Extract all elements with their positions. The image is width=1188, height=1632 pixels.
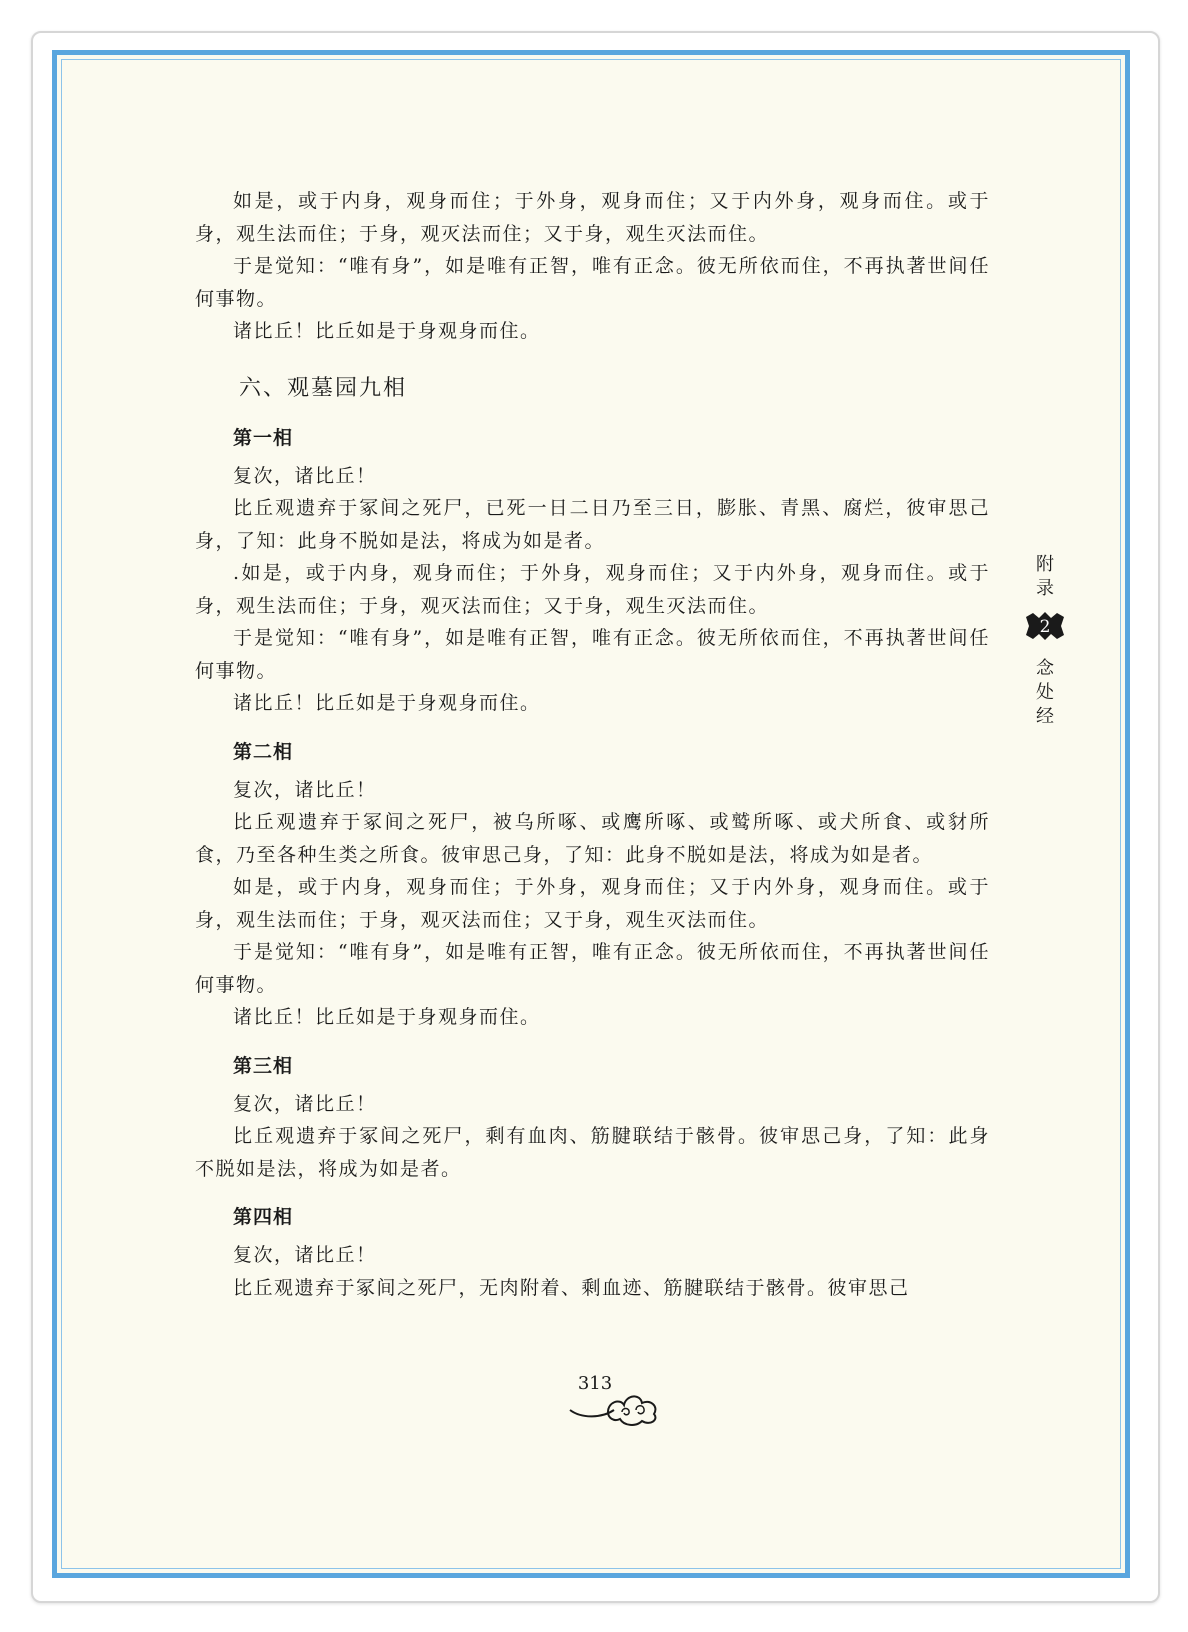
paragraph: 比丘观遗弃于冢间之死尸，已死一日二日乃至三日，膨胀、青黑、腐烂，彼审思己身，了知：此身不脱如是法，将成为如是者。 bbox=[195, 497, 990, 552]
side-tab-char: 处 bbox=[1036, 682, 1054, 703]
subsection-heading: 第三相 bbox=[233, 1054, 294, 1077]
subsection-heading: 第一相 bbox=[233, 426, 294, 449]
chapter-badge-icon bbox=[1022, 609, 1068, 643]
paragraph: .如是，或于内身，观身而住；于外身，观身而住；又于内外身，观身而住。或于身，观生法而住；于身，观灭法而住；又于身，观生灭法而住。 bbox=[195, 562, 990, 617]
cloud-ornament-icon bbox=[568, 1388, 663, 1428]
subsection-heading: 第四相 bbox=[233, 1206, 294, 1228]
side-tab-char: 念 bbox=[1036, 658, 1054, 679]
paragraph: 于是觉知：“唯有身”，如是唯有正智，唯有正念。彼无所依而住，不再执著世间任何事物。 bbox=[195, 627, 990, 682]
subsection-heading: 第二相 bbox=[233, 740, 294, 763]
side-tab-char: 录 bbox=[1036, 578, 1054, 599]
paragraph: 于是觉知：“唯有身”，如是唯有正智，唯有正念。彼无所依而住，不再执著世间任何事物。 bbox=[195, 255, 990, 310]
paragraph: 于是觉知：“唯有身”，如是唯有正智，唯有正念。彼无所依而住，不再执著世间任何事物。 bbox=[195, 941, 990, 996]
side-tab-char: 附 bbox=[1036, 554, 1054, 575]
paragraph: 如是，或于内身，观身而住；于外身，观身而住；又于内外身，观身而住。或于身，观生法而住；于身，观灭法而住；又于身，观生灭法而住。 bbox=[195, 190, 990, 245]
paragraph: 如是，或于内身，观身而住；于外身，观身而住；又于内外身，观身而住。或于身，观生法而住；于身，观灭法而住；又于身，观生灭法而住。 bbox=[195, 876, 990, 931]
side-tab-char: 经 bbox=[1036, 706, 1054, 727]
paragraph: 诸比丘！比丘如是于身观身而住。 bbox=[233, 1006, 541, 1028]
paragraph: 复次，诸比丘！ bbox=[233, 1244, 377, 1266]
paragraph: 比丘观遗弃于冢间之死尸，剩有血肉、筋腱联结于骸骨。彼审思己身，了知：此身不脱如是法，将成为如是者。 bbox=[195, 1125, 990, 1180]
subsection-3 bbox=[195, 1050, 990, 1186]
paragraph: 比丘观遗弃于冢间之死尸，被乌所啄、或鹰所啄、或鹫所啄、或犬所食、或豺所食，乃至各种生类之所食。彼审思己身，了知：此身不脱如是法，将成为如是者。 bbox=[195, 811, 990, 866]
chapter-badge-number: 2 bbox=[1039, 617, 1051, 637]
book-page-text bbox=[195, 185, 990, 1304]
chapter-side-tab bbox=[1020, 553, 1070, 729]
paragraph: 诸比丘！比丘如是于身观身而住。 bbox=[233, 320, 541, 342]
paragraph: 复次，诸比丘！ bbox=[233, 1092, 377, 1115]
page-number: 313 bbox=[577, 1373, 613, 1394]
paragraph: 复次，诸比丘！ bbox=[233, 778, 377, 801]
section-title: 六、观墓园九相 bbox=[239, 375, 408, 401]
subsection-4 bbox=[195, 1201, 990, 1304]
paragraph: 比丘观遗弃于冢间之死尸，无肉附着、剩血迹、筋腱联结于骸骨。彼审思己 bbox=[233, 1276, 910, 1299]
subsection-1 bbox=[195, 422, 990, 720]
subsection-2 bbox=[195, 736, 990, 1034]
paragraph: 复次，诸比丘！ bbox=[233, 464, 377, 487]
paragraph: 诸比丘！比丘如是于身观身而住。 bbox=[233, 692, 541, 714]
